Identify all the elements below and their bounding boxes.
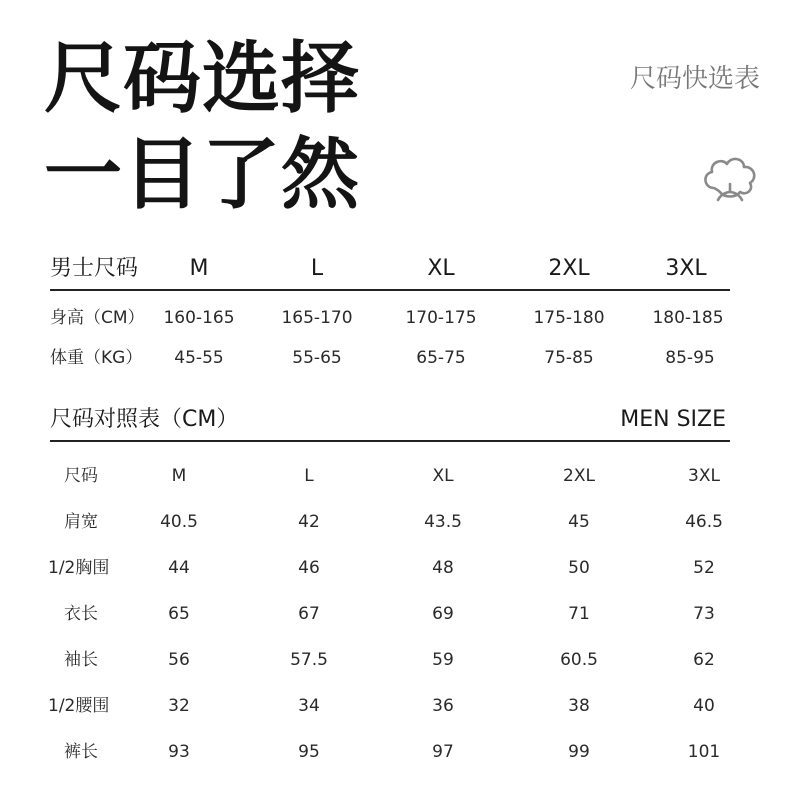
table-cell: 69 bbox=[432, 604, 454, 624]
table-cell: 36 bbox=[432, 696, 454, 716]
quick-header-xl: XL bbox=[427, 256, 455, 281]
quick-header-l: L bbox=[310, 256, 324, 281]
table-cell: 71 bbox=[568, 604, 590, 624]
table-cell: 45-55 bbox=[174, 348, 224, 368]
size-table-divider bbox=[50, 440, 730, 442]
table-cell: 95 bbox=[298, 742, 320, 762]
subtitle: 尺码快选表 bbox=[629, 64, 760, 94]
headline-line-1: 尺码选择 bbox=[44, 34, 361, 124]
table-cell: 85-95 bbox=[665, 348, 715, 368]
size-row-waist bbox=[0, 691, 800, 721]
quick-table-divider bbox=[50, 289, 730, 291]
size-row-shoulder bbox=[0, 507, 800, 537]
table-cell: 46.5 bbox=[685, 512, 723, 532]
quick-table-header bbox=[0, 254, 800, 284]
table-cell: 175-180 bbox=[533, 308, 605, 328]
table-cell: 165-170 bbox=[281, 308, 353, 328]
quick-header-label: 男士尺码 bbox=[50, 256, 139, 281]
table-cell: L bbox=[304, 466, 314, 486]
headline-line-2: 一目了然 bbox=[44, 130, 361, 220]
table-cell: M bbox=[171, 466, 187, 486]
table-cell: 34 bbox=[298, 696, 320, 716]
table-cell: 45 bbox=[568, 512, 590, 532]
row-label: 1/2胸围 bbox=[48, 558, 110, 578]
row-label: 1/2腰围 bbox=[48, 696, 110, 716]
row-label: 衣长 bbox=[64, 604, 98, 624]
quick-header-3xl: 3XL bbox=[665, 256, 707, 281]
table-cell: 42 bbox=[298, 512, 320, 532]
quick-header-2xl: 2XL bbox=[548, 256, 590, 281]
size-row-sleeve bbox=[0, 645, 800, 675]
table-cell: 75-85 bbox=[544, 348, 594, 368]
table-cell: 67 bbox=[298, 604, 320, 624]
row-label: 肩宽 bbox=[64, 512, 98, 532]
row-label: 尺码 bbox=[64, 466, 98, 486]
table-cell: 32 bbox=[168, 696, 190, 716]
size-table-right-title: MEN SIZE bbox=[620, 407, 726, 432]
table-cell: 60.5 bbox=[560, 650, 598, 670]
table-cell: 3XL bbox=[688, 466, 720, 486]
table-cell: 40.5 bbox=[160, 512, 198, 532]
table-cell: 73 bbox=[693, 604, 715, 624]
table-cell: 97 bbox=[432, 742, 454, 762]
table-cell: 180-185 bbox=[652, 308, 724, 328]
table-cell: 50 bbox=[568, 558, 590, 578]
size-row-length bbox=[0, 599, 800, 629]
row-label: 袖长 bbox=[64, 650, 98, 670]
table-cell: 38 bbox=[568, 696, 590, 716]
table-cell: 43.5 bbox=[424, 512, 462, 532]
table-cell: 93 bbox=[168, 742, 190, 762]
row-label: 裤长 bbox=[64, 742, 98, 762]
table-cell: 65 bbox=[168, 604, 190, 624]
table-cell: 56 bbox=[168, 650, 190, 670]
table-cell: 40 bbox=[693, 696, 715, 716]
table-cell: 170-175 bbox=[405, 308, 477, 328]
table-cell: 48 bbox=[432, 558, 454, 578]
size-table-title: 尺码对照表（CM） bbox=[50, 407, 239, 432]
table-cell: 46 bbox=[298, 558, 320, 578]
table-cell: 160-165 bbox=[163, 308, 235, 328]
size-row-chest bbox=[0, 553, 800, 583]
table-cell: 55-65 bbox=[292, 348, 342, 368]
table-cell: 101 bbox=[687, 742, 721, 762]
table-cell: 2XL bbox=[563, 466, 595, 486]
table-cell: 52 bbox=[693, 558, 715, 578]
table-cell: 57.5 bbox=[290, 650, 328, 670]
table-cell: 44 bbox=[168, 558, 190, 578]
table-cell: 99 bbox=[568, 742, 590, 762]
size-row-size bbox=[0, 461, 800, 491]
quick-table-row-weight bbox=[0, 343, 800, 373]
quick-table-row-height bbox=[0, 303, 800, 333]
row-label: 身高（CM） bbox=[50, 308, 145, 328]
size-row-pants bbox=[0, 737, 800, 767]
row-label: 体重（KG） bbox=[50, 348, 143, 368]
table-cell: XL bbox=[432, 466, 454, 486]
table-cell: 59 bbox=[432, 650, 454, 670]
table-cell: 65-75 bbox=[416, 348, 466, 368]
table-cell: 62 bbox=[693, 650, 715, 670]
cotton-icon bbox=[700, 152, 760, 206]
quick-header-m: M bbox=[189, 256, 209, 281]
